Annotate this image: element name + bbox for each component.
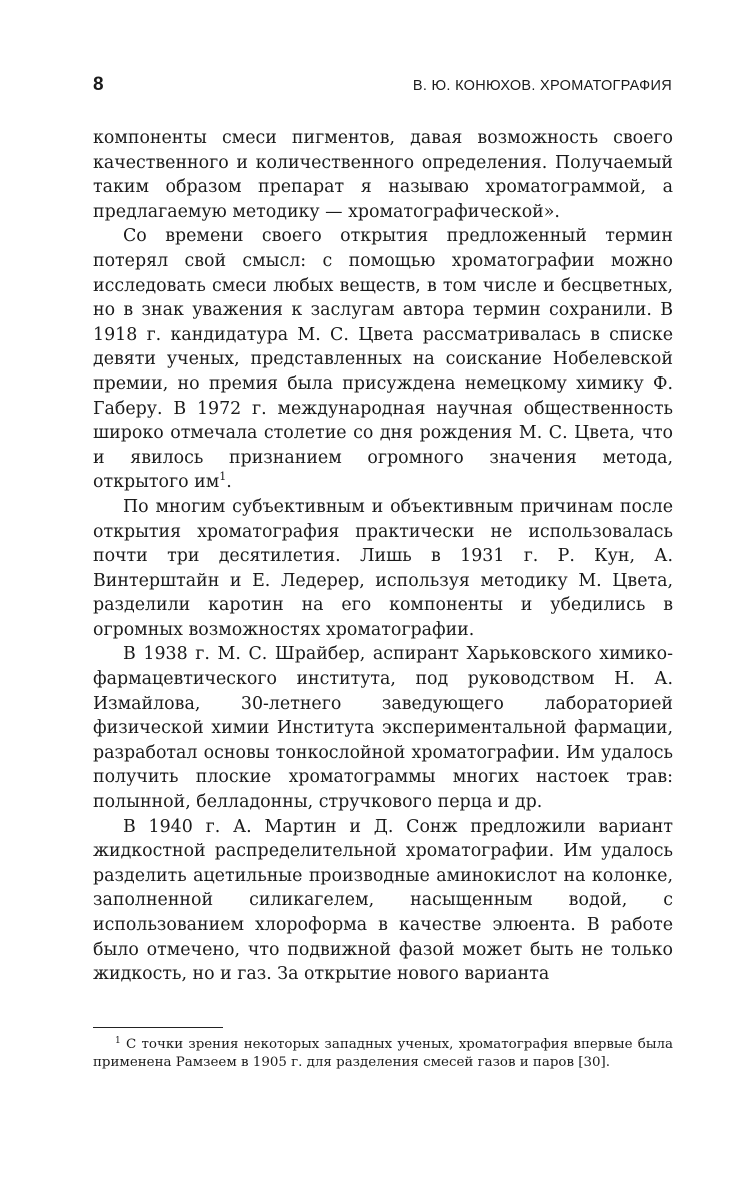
paragraph-3: По многим субъективным и объективным причинам после открытия хроматография практически не использовалась почти три десятилетия. Лишь в 1931 г. Р. Кун, А. Винтерштайн и Е. Ледерер, используя методику М. Цвета, разделили каротин на его компоненты и убедились в огромных возможностях хроматографии. [93,496,673,640]
paragraph-1: компоненты смеси пигментов, давая возможность своего качественного и количественного определения. Получаемый таким образом препарат я называю хроматограммой, а предлагаемую методику — хроматографической». [93,128,673,222]
paragraph-2-text: Со времени своего открытия предложенный термин потерял свой смысл: с помощью хроматографии можно исследовать смеси любых веществ, в том числе и бесцветных, но в знак уважения к заслугам автора термин сохранили. В 1918 г. кандидатура М. С. Цвета рассматривалась в списке девяти ученых, представленных на соискание Нобелевской премии, но премия была присуждена немецкому химику Ф. Габеру. В 1972 г. международная научная общественность широко отмечала столетие со дня рождения М. С. Цвета, что и явилось признанием огромного значения метода, открытого им [93,226,673,493]
footnote-reference[interactable]: 1 [219,470,227,484]
page-number: 8 [93,74,104,95]
paragraph-5: В 1940 г. А. Мартин и Д. Сонж предложили вариант жидкостной распределительной хроматографии. Им удалось разделить ацетильные производные аминокислот на колонке, заполненной силикагелем, насыщенным водой, с использованием хлороформа в качестве элюента. В работе было отмечено, что подвижной фазой может быть не только жидкость, но и газ. За открытие нового варианта [93,816,673,985]
body-text [93,126,673,987]
paragraph-2 [93,224,673,495]
footnote-separator [93,1027,223,1028]
paragraph-2-tail: . [226,472,232,493]
footnote-text: С точки зрения некоторых западных ученых, хроматография впервые была применена Рамзеем в 1905 г. для разделения смесей газов и паров [30]. [93,1037,673,1071]
running-title: В. Ю. КОНЮХОВ. ХРОМАТОГРАФИЯ [412,78,672,94]
paragraph-4: В 1938 г. М. С. Шрайбер, аспирант Харьковского химико-фармацевтического института, под руководством Н. А. Измайлова, 30-летнего заведующего лабораторией физической химии Института экспериментальной фармации, разработал основы тонкослойной хроматографии. Им удалось получить плоские хроматограммы многих настоек трав: полынной, белладонны, стручкового перца и др. [93,644,673,813]
footnote-marker: 1 [115,1036,121,1046]
footnote [93,1036,673,1073]
